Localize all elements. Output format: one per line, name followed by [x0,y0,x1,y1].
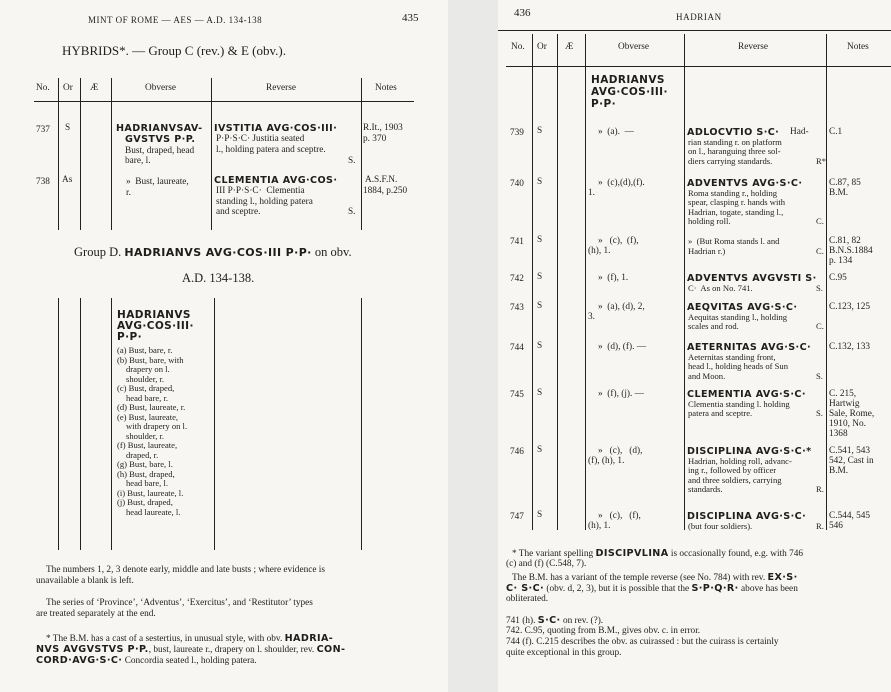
footnote-744: 744 (f). C.215 describes the obv. as cuirassed : but the cuirass is certainly [506,637,779,647]
col-header-metal: Æ [565,42,574,52]
col-header-obverse: Obverse [618,42,649,52]
row-number: 744 [510,343,524,353]
obverse-text: (h), 1. [588,521,611,531]
column-rule [58,78,59,230]
reverse-text: Hadrian, holding roll, advanc- [688,455,792,466]
rarity: S. [348,156,356,166]
row-denomination: S [537,388,543,398]
obverse-text: (h), 1. [588,246,611,256]
column-rule [214,298,215,550]
notes: C.81, 82 [829,236,861,246]
column-rule [826,34,827,530]
reverse-text: l., holding patera and sceptre. [216,145,326,155]
reverse-legend: AETERNITAS AVG·S·C· [687,342,812,353]
bust-variant: (e) Bust, laureate, [117,411,179,422]
row-denomination: S [537,301,543,311]
notes: B.M. [829,466,849,476]
obverse-text: » (f), 1. [598,273,629,283]
header-rule [34,101,414,102]
notes: C. 215, [829,389,857,399]
reverse-text: Roma standing r., holding [688,187,778,198]
bust-variant: (j) Bust, draped, [117,497,173,507]
bust-variant: with drapery on l. [126,421,188,431]
reverse-text: head l., holding heads of Sun [688,361,789,371]
row-denomination: S [537,235,543,245]
notes: C.541, 543 [829,446,871,456]
right-page [498,0,891,692]
reverse-legend: DISCIPLINA AVG·S·C· [687,511,807,522]
col-header-obverse: Obverse [145,83,176,93]
notes: 542, Cast in [829,456,874,466]
running-head: MINT OF ROME — AES — A.D. 134-138 [88,15,263,25]
reverse-text: P·P·S·C· Justitia seated [216,134,305,144]
footnote-742: 742. C.95, quoting from B.M., gives obv. c. in error. [506,626,701,636]
group-d-obverse-legend: AVG·COS·III· [117,320,194,332]
rarity: C. [816,216,824,226]
notes: p. 370 [363,134,387,144]
col-header-notes: Notes [375,83,397,93]
footnote-bm-variant: obliterated. [506,594,549,604]
row-number: 741 [510,237,524,247]
reverse-text: and sceptre. [216,207,261,217]
obverse-text: » Bust, laureate, [126,177,189,187]
group-d-obverse-legend: P·P· [117,331,142,343]
header-rule [506,66,891,67]
obverse-text: (f), (h), 1. [588,456,625,466]
obverse-text: » (a). — [598,127,634,137]
column-rule [585,34,586,530]
col-header-or: Or [537,42,547,52]
row-denomination: S [537,510,543,520]
obverse-text: » (c), (f), [598,511,641,521]
bust-variant: drapery on l. [126,364,170,374]
obverse-text: r. [126,188,131,198]
notes: B.N.S.1884 [829,246,873,256]
row-denomination: S [537,126,543,136]
reverse-legend: CLEMENTIA AVG·S·C· [687,389,806,400]
obverse-text: » (a), (d), 2, [598,302,645,312]
group-d-heading [74,246,352,260]
footnote-bm-cast: NVS AVGVSTVS P·P., bust, laureate r., drapery on l. shoulder, rev. CON- [36,644,346,655]
column-rule [58,298,59,550]
obverse-text: bare, l. [125,156,151,166]
notes: 546 [829,521,843,531]
reverse-text: Clementia standing l. holding [688,398,790,409]
reverse-text: ing r., followed by officer [688,465,777,475]
reverse-text: Aequitas standing l., holding [688,311,788,322]
footnote-numbers: The numbers 1, 2, 3 denote early, middle and late busts ; where evidence is [46,565,325,575]
reverse-text: III P·P·S·C· Clementia [216,186,305,196]
row-denomination: S [537,445,543,455]
reverse-text: Hadrian r.) [688,245,726,256]
footnote-variant: * The variant spelling DISCIPVLINA is occasionally found, e.g. with 746 [512,548,804,559]
notes: C.1 [829,127,843,137]
reverse-text: standing l., holding patera [216,197,313,207]
rarity: S. [816,408,823,418]
footnote-numbers: unavailable a blank is left. [36,576,134,586]
bust-variant: head laureate, l. [126,506,181,517]
row-number: 739 [510,128,524,138]
row-number: 747 [510,512,524,522]
footnote-bm-variant: The B.M. has a variant of the temple reverse (see No. 784) with rev. EX·S· [512,572,798,583]
reverse-text: » (But Roma stands l. and [688,236,780,246]
notes: R.It., 1903 [363,123,403,133]
bust-variant: shoulder, r. [126,373,165,384]
bust-variant: (f) Bust, laureate, [117,440,178,450]
bust-variant: head bare, r. [126,392,168,403]
bust-variant: (d) Bust, laureate, r. [117,402,186,412]
row-denomination: S [537,341,543,351]
notes: C.123, 125 [829,302,871,312]
rarity: R* [816,155,827,166]
reverse-text: rian standing r. on platform [688,136,782,147]
bust-variant: (g) Bust, bare, l. [117,459,173,469]
row-number: 738 [36,177,50,187]
footnote-variant: (c) and (f) (C.548, 7). [506,559,587,569]
reverse-legend: ADVENTVS AVGVSTI S· [687,273,817,284]
reverse-text: diers carrying standards. [688,155,773,166]
column-rule [361,298,362,550]
reverse-text: Had- [790,127,809,137]
obverse-text: » (c), (f), [598,236,639,246]
column-rule [684,34,685,530]
reverse-legend: ADLOCVTIO S·C· [687,127,780,138]
obverse-text: 1. [588,188,595,198]
column-rule [557,34,558,530]
reverse-text: patera and sceptre. [688,408,753,418]
notes: 1910, No. [829,419,866,429]
column-rule [111,298,112,550]
reverse-text: and three soldiers, carrying [688,474,782,485]
group-d-date: A.D. 134-138. [182,271,255,285]
rarity: S. [816,370,823,381]
col-header-reverse: Reverse [266,83,296,93]
notes: C.95 [829,273,847,283]
bust-variant: (i) Bust, laureate, l. [117,487,184,498]
reverse-legend: CLEMENTIA AVG·COS· [214,175,338,186]
row-denomination: S [537,177,543,187]
reverse-legend: AEQVITAS AVG·S·C· [687,302,798,313]
row-denomination: S [537,272,543,282]
obverse-text: » (f), (j). — [598,389,644,399]
column-rule [111,78,112,230]
section-title: HYBRIDS*. — Group C (rev.) & E (obv.). [62,43,286,58]
column-rule [80,78,81,230]
reverse-text: on l., haranguing three sol- [688,146,781,156]
notes: C.544, 545 [829,511,871,521]
rarity: R. [816,484,824,494]
column-rule [361,78,362,230]
reverse-text: Hadrian, togate, standing l., [688,206,784,217]
reverse-text: (but four soldiers). [688,520,753,531]
rarity: C. [816,245,824,256]
row-number: 743 [510,303,524,313]
rarity: S. [816,282,823,293]
running-head: HADRIAN [676,12,722,22]
notes: B.M. [829,188,849,198]
column-rule [532,34,533,530]
reverse-legend: ADVENTVS AVG·S·C· [687,178,803,189]
row-denomination: S [65,123,71,133]
rarity: S. [348,207,356,217]
col-header-notes: Notes [847,42,869,52]
reverse-legend: DISCIPLINA AVG·S·C·* [687,446,812,457]
obverse-text: » (d), (f). — [598,342,647,352]
footnote-bm-cast: CORD·AVG·S·C· Concordia seated l., holding patera. [36,655,257,666]
notes: A.S.F.N. [365,175,398,185]
reverse-text: C· As on No. 741. [688,282,753,293]
col-header-no: No. [511,42,525,52]
footnote-744: quite exceptional in this group. [506,648,622,658]
col-header-reverse: Reverse [738,42,768,52]
notes: 1884, p.250 [363,186,408,196]
row-number: 742 [510,274,524,284]
group-d-lead: Group D. [74,245,122,259]
reverse-text: spear, clasping r. hands with [688,197,786,207]
obverse-text: » (c), (d), [598,446,643,456]
notes: 1368 [829,429,848,439]
obverse-legend: AVG·COS·III· [591,86,668,98]
group-d-legend: HADRIANVS AVG·COS·III P·P· [124,246,312,259]
top-rule [498,30,891,31]
obverse-legend: GVSTVS P·P. [125,134,196,145]
bust-variant: (c) Bust, draped, [117,383,175,393]
column-rule [211,78,212,230]
col-header-metal: Æ [90,83,99,93]
notes: p. 134 [829,256,853,266]
col-header-or: Or [63,83,73,93]
obverse-legend: HADRIANVS [591,74,665,86]
obverse-legend: P·P· [591,98,616,110]
row-denomination: As [62,175,73,185]
row-number: 746 [510,447,524,457]
reverse-text: scales and rod. [688,321,739,331]
footnote-series: are treated separately at the end. [36,609,156,619]
bust-variant: head bare, l. [126,478,168,488]
rarity: R. [816,520,824,531]
column-rule [80,298,81,550]
page-number: 436 [514,7,531,19]
footnote-bm-cast: * The B.M. has a cast of a sestertius, in unusual style, with obv. HADRIA- [46,633,334,644]
bust-variant: shoulder, r. [126,430,165,441]
bust-variant: draped, r. [126,449,159,460]
obverse-legend: HADRIANVSAV- [116,123,203,134]
footnote-741: 741 (h). S·C· on rev. (?). [506,615,604,626]
row-number: 737 [36,125,50,135]
notes: Hartwig [829,399,860,409]
reverse-text: standards. [688,484,723,494]
notes: Sale, Rome, [829,409,875,419]
rarity: C. [816,321,824,331]
notes: C.132, 133 [829,342,871,352]
reverse-text: holding roll. [688,216,731,226]
col-header-no: No. [36,83,50,93]
row-number: 745 [510,390,524,400]
bust-variant: (b) Bust, bare, with [117,354,184,365]
footnote-series: The series of ‘Province’, ‘Adventus’, ‘Exercitus’, and ‘Restitutor’ types [46,598,313,608]
footnote-bm-variant: C· S·C· (obv. d, 2, 3), but it is possible that the S·P·Q·R· above has been [506,583,798,594]
obverse-text: 3. [588,312,595,322]
obverse-text: » (c),(d),(f). [598,178,645,188]
row-number: 740 [510,179,524,189]
obverse-text: Bust, draped, head [125,146,195,156]
page-number: 435 [402,12,419,24]
reverse-legend: IVSTITIA AVG·COS·III· [214,123,338,134]
reverse-text: Aeternitas standing front, [688,351,776,362]
bust-variant: (a) Bust, bare, r. [117,345,173,355]
group-d-obverse-legend: HADRIANVS [117,309,191,321]
reverse-text: and Moon. [688,370,726,381]
bust-variant: (h) Bust, draped, [117,468,175,479]
group-d-tail: on obv. [314,245,352,259]
notes: C.87, 85 [829,178,861,188]
